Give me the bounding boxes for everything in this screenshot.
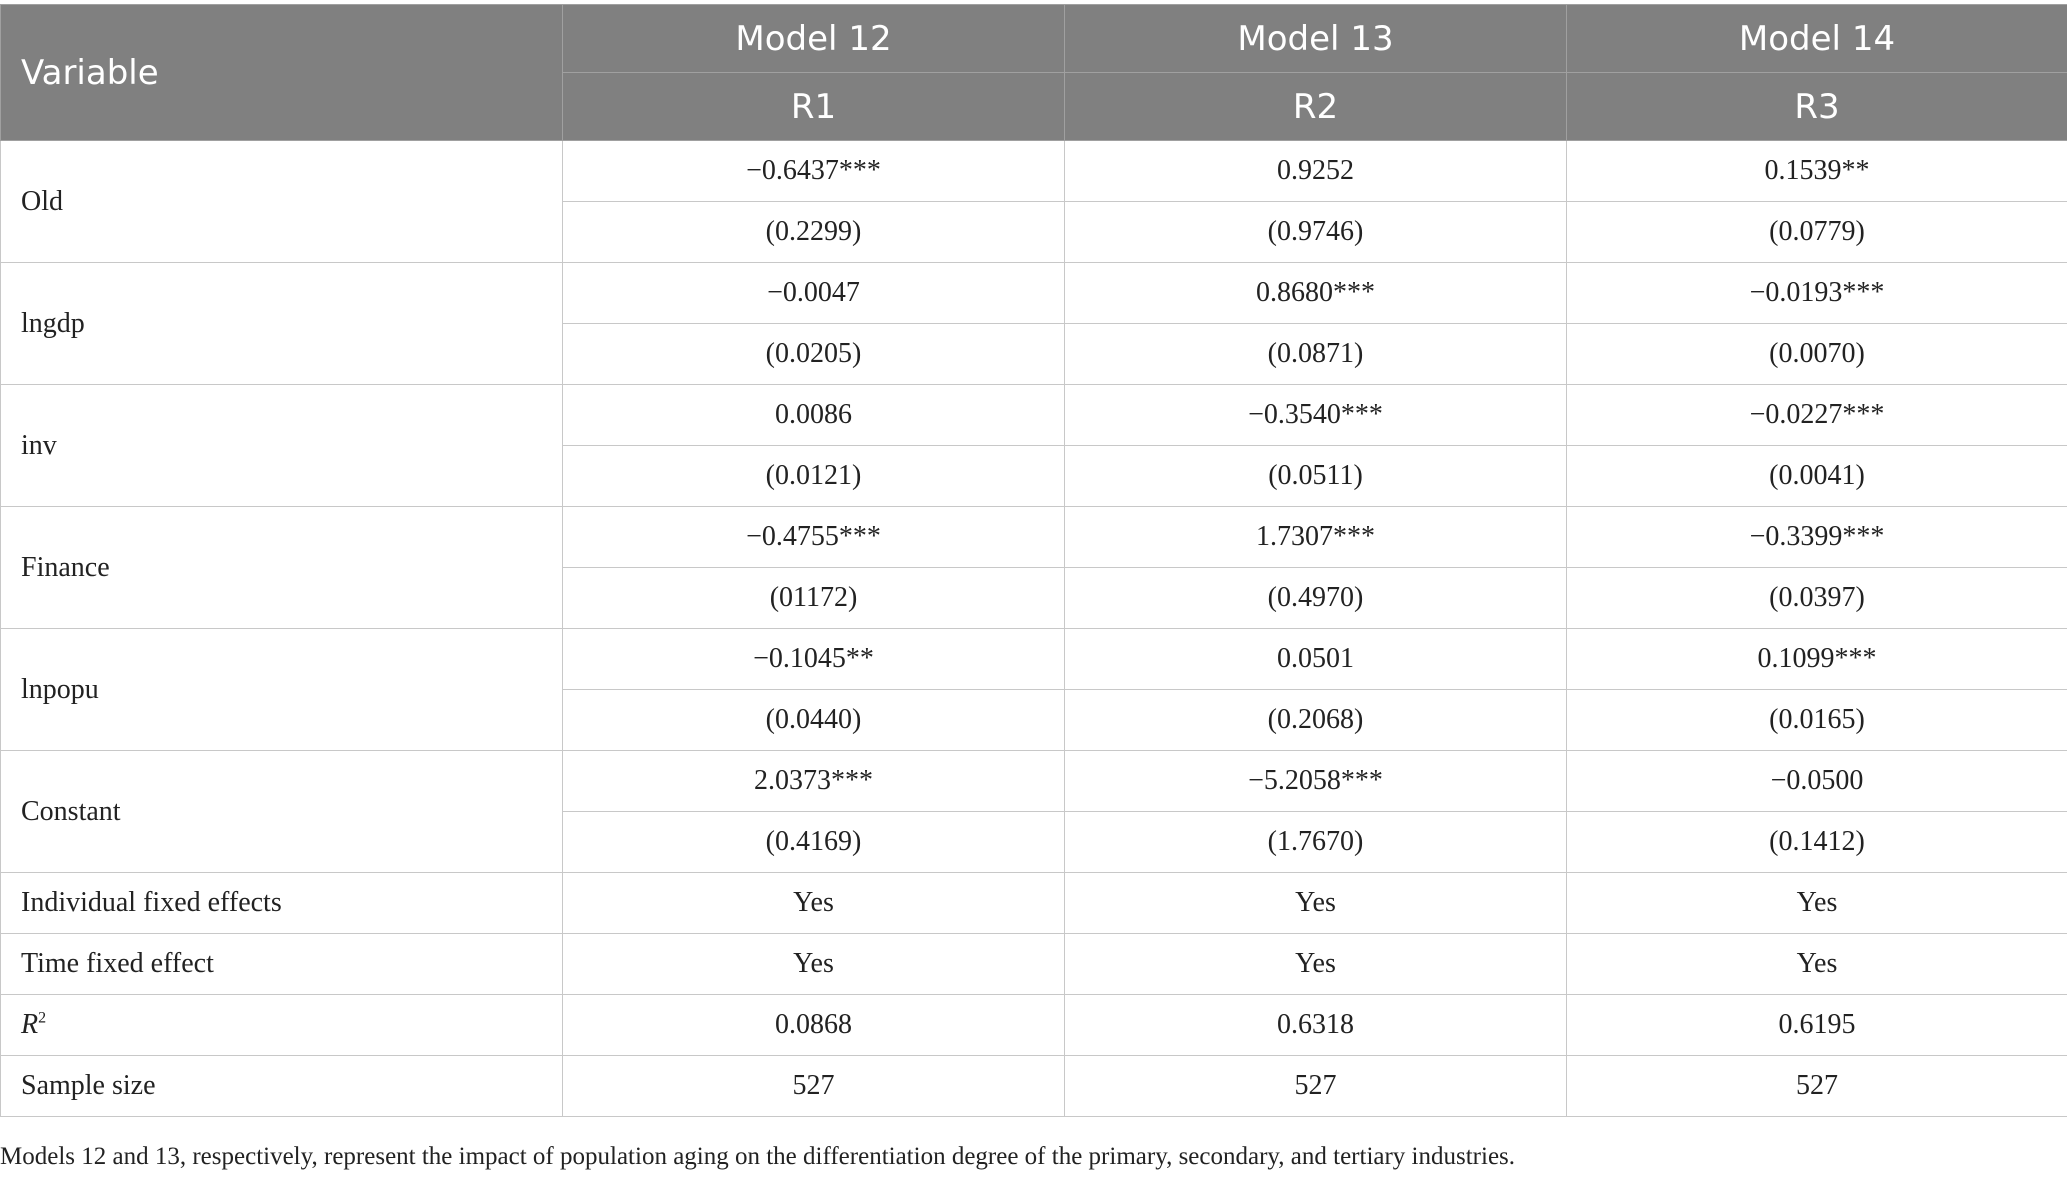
summary-value-cell: Yes (1567, 873, 2067, 934)
standard-error-cell: (0.4169) (563, 812, 1065, 873)
standard-error-cell: (01172) (563, 568, 1065, 629)
coefficient-cell: −0.0193*** (1567, 263, 2067, 324)
standard-error-cell: (0.2299) (563, 202, 1065, 263)
table-footnote: Models 12 and 13, respectively, represent the impact of population aging on the differentiation degree of the primary, secondary, and tertiary industries. (0, 1143, 1516, 1170)
coefficient-cell: 1.7307*** (1065, 507, 1567, 568)
summary-row (1, 1056, 2067, 1117)
coefficient-cell: 0.1539** (1567, 141, 2067, 202)
summary-value-cell: 527 (1065, 1056, 1567, 1117)
standard-error-cell: (0.0511) (1065, 446, 1567, 507)
variable-name-cell: inv (1, 385, 563, 507)
table-header (1, 5, 2067, 141)
coefficient-cell: −0.4755*** (563, 507, 1065, 568)
response-header: R2 (1065, 73, 1567, 141)
summary-value-cell: 527 (563, 1056, 1065, 1117)
summary-value-cell: 527 (1567, 1056, 2067, 1117)
coefficient-cell: 0.9252 (1065, 141, 1567, 202)
standard-error-cell: (0.0205) (563, 324, 1065, 385)
variable-name-cell: lnpopu (1, 629, 563, 751)
coefficient-row (1, 507, 2067, 568)
summary-row (1, 934, 2067, 995)
model-header: Model 12 (563, 5, 1065, 73)
standard-error-cell: (0.0121) (563, 446, 1065, 507)
summary-value-cell: Yes (563, 934, 1065, 995)
summary-value-cell: Yes (1065, 873, 1567, 934)
r-squared-exponent: 2 (38, 1009, 47, 1027)
model-header: Model 14 (1567, 5, 2067, 73)
coefficient-cell: 0.8680*** (1065, 263, 1567, 324)
variable-name-cell: Constant (1, 751, 563, 873)
coefficient-cell: −0.3399*** (1567, 507, 2067, 568)
summary-label-cell: Time fixed effect (1, 934, 563, 995)
coefficient-cell: −0.1045** (563, 629, 1065, 690)
coefficient-cell: −5.2058*** (1065, 751, 1567, 812)
standard-error-cell: (0.4970) (1065, 568, 1567, 629)
summary-value-cell: Yes (1567, 934, 2067, 995)
table-body (1, 141, 2067, 1117)
coefficient-row (1, 751, 2067, 812)
standard-error-cell: (0.0440) (563, 690, 1065, 751)
coefficient-cell: 0.0501 (1065, 629, 1567, 690)
coefficient-cell: −0.0227*** (1567, 385, 2067, 446)
summary-value-cell: 0.6318 (1065, 995, 1567, 1056)
summary-value-cell: 0.0868 (563, 995, 1065, 1056)
summary-row (1, 873, 2067, 934)
coefficient-row (1, 629, 2067, 690)
variable-name-cell: lngdp (1, 263, 563, 385)
variable-column-header: Variable (1, 5, 563, 141)
standard-error-cell: (0.0165) (1567, 690, 2067, 751)
standard-error-cell: (0.0779) (1567, 202, 2067, 263)
standard-error-cell: (0.2068) (1065, 690, 1567, 751)
coefficient-cell: −0.3540*** (1065, 385, 1567, 446)
coefficient-cell: 0.1099*** (1567, 629, 2067, 690)
standard-error-cell: (1.7670) (1065, 812, 1567, 873)
summary-value-cell: 0.6195 (1567, 995, 2067, 1056)
standard-error-cell: (0.9746) (1065, 202, 1567, 263)
variable-name-cell: Old (1, 141, 563, 263)
coefficient-cell: 0.0086 (563, 385, 1065, 446)
response-header: R1 (563, 73, 1065, 141)
response-header: R3 (1567, 73, 2067, 141)
summary-label-cell: Sample size (1, 1056, 563, 1117)
regression-table (0, 4, 2067, 1117)
summary-row (1, 995, 2067, 1056)
coefficient-row (1, 263, 2067, 324)
model-header: Model 13 (1065, 5, 1567, 73)
coefficient-row (1, 385, 2067, 446)
coefficient-cell: −0.6437*** (563, 141, 1065, 202)
r-squared-symbol: R (21, 1009, 39, 1040)
coefficient-cell: −0.0047 (563, 263, 1065, 324)
summary-label-cell (1, 995, 563, 1056)
variable-name-cell: Finance (1, 507, 563, 629)
header-row-models (1, 5, 2067, 73)
standard-error-cell: (0.1412) (1567, 812, 2067, 873)
summary-label-cell: Individual fixed effects (1, 873, 563, 934)
standard-error-cell: (0.0871) (1065, 324, 1567, 385)
coefficient-cell: 2.0373*** (563, 751, 1065, 812)
coefficient-cell: −0.0500 (1567, 751, 2067, 812)
summary-value-cell: Yes (1065, 934, 1567, 995)
standard-error-cell: (0.0070) (1567, 324, 2067, 385)
summary-value-cell: Yes (563, 873, 1065, 934)
coefficient-row (1, 141, 2067, 202)
regression-table-container (0, 4, 2067, 1117)
standard-error-cell: (0.0397) (1567, 568, 2067, 629)
standard-error-cell: (0.0041) (1567, 446, 2067, 507)
